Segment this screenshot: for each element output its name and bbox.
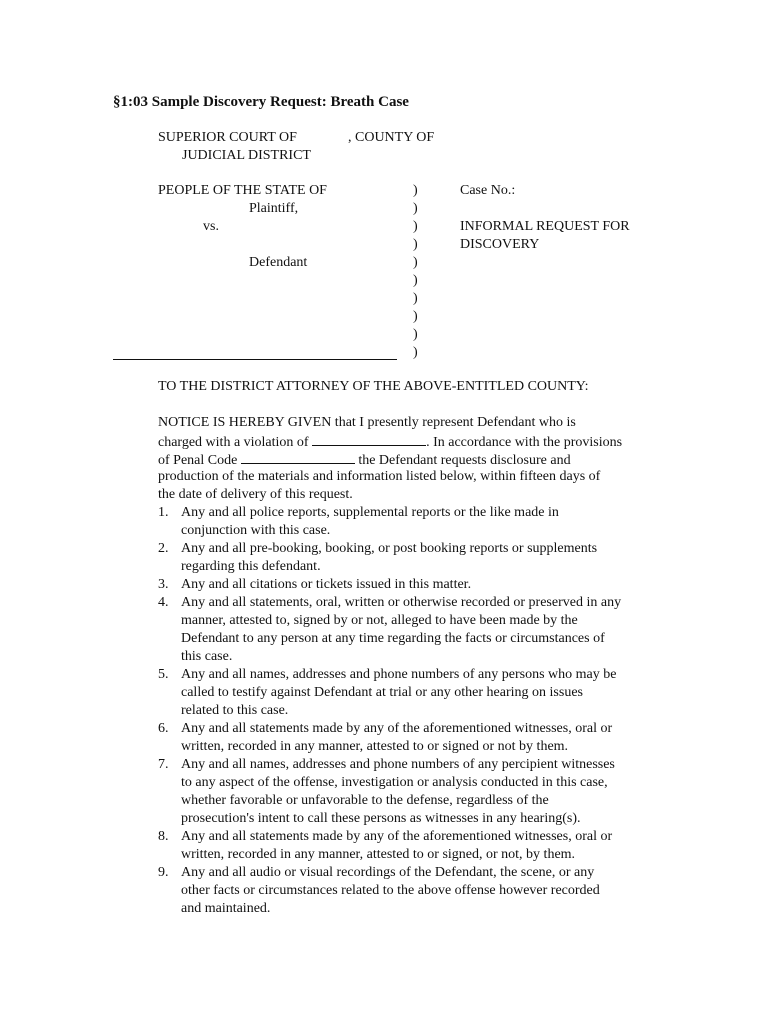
list-item-text: prosecution's intent to call these persons as witnesses in any hearing(s). xyxy=(181,811,581,826)
caption-parentheses xyxy=(413,182,418,362)
notice-line xyxy=(158,450,658,468)
list-item-number: 9. xyxy=(158,865,169,880)
list-item-text: manner, attested to, signed by or not, alleged to have been made by the xyxy=(181,613,578,628)
list-item-number: 1. xyxy=(158,505,169,520)
list-item-text: Any and all police reports, supplemental reports or the like made in xyxy=(181,505,559,520)
notice-text: . In accordance with the provisions xyxy=(426,435,623,450)
notice-line: production of the materials and information listed below, within fifteen days of xyxy=(158,469,601,484)
notice-line: NOTICE IS HEREBY GIVEN that I presently represent Defendant who is xyxy=(158,415,576,430)
list-item xyxy=(158,720,658,756)
paren: ) xyxy=(413,309,418,324)
list-item xyxy=(158,576,658,594)
paren: ) xyxy=(413,345,418,360)
list-item-number: 4. xyxy=(158,595,169,610)
list-item xyxy=(158,864,658,918)
list-item-number: 3. xyxy=(158,577,169,592)
list-item-text: to any aspect of the offense, investigation or analysis conducted in this case, xyxy=(181,775,608,790)
paren: ) xyxy=(413,291,418,306)
list-item-text: and maintained. xyxy=(181,901,271,916)
document-title-line1: INFORMAL REQUEST FOR xyxy=(460,219,630,234)
addressee-line: TO THE DISTRICT ATTORNEY OF THE ABOVE-ENTITLED COUNTY: xyxy=(158,379,589,394)
penal-code-blank xyxy=(241,450,355,464)
paren: ) xyxy=(413,219,418,234)
people-label: PEOPLE OF THE STATE OF xyxy=(158,183,327,198)
list-item-text: other facts or circumstances related to the above offense however recorded xyxy=(181,883,600,898)
list-item-number: 7. xyxy=(158,757,169,772)
list-item xyxy=(158,756,658,828)
judicial-district: JUDICIAL DISTRICT xyxy=(182,148,311,163)
list-item-text: Any and all citations or tickets issued in this matter. xyxy=(181,577,472,592)
list-item xyxy=(158,540,658,576)
list-item-number: 8. xyxy=(158,829,169,844)
list-item xyxy=(158,828,658,864)
court-line-right: , COUNTY OF xyxy=(348,130,435,145)
notice-text: the Defendant requests disclosure and xyxy=(358,453,571,468)
list-item-text: related to this case. xyxy=(181,703,289,718)
case-number-label: Case No.: xyxy=(460,183,516,198)
list-item-text: Any and all statements, oral, written or otherwise recorded or preserved in any xyxy=(181,595,622,610)
list-item-text: written, recorded in any manner, attested to or signed or not by them. xyxy=(181,739,569,754)
notice-text: of Penal Code xyxy=(158,453,238,468)
list-item-text: Any and all audio or visual recordings of the Defendant, the scene, or any xyxy=(181,865,595,880)
caption-underline xyxy=(113,359,397,360)
list-item-text: regarding this defendant. xyxy=(181,559,321,574)
violation-blank xyxy=(312,432,426,446)
list-item-number: 2. xyxy=(158,541,169,556)
list-item-text: Defendant to any person at any time regarding the facts or circumstances of xyxy=(181,631,605,646)
request-list xyxy=(158,504,658,918)
list-item-text: Any and all pre-booking, booking, or post booking reports or supplements xyxy=(181,541,598,556)
list-item-text: Any and all statements made by any of the aforementioned witnesses, oral or xyxy=(181,721,613,736)
list-item-text: written, recorded in any manner, attested to or signed, or not, by them. xyxy=(181,847,576,862)
notice-line xyxy=(158,432,658,450)
list-item-text: conjunction with this case. xyxy=(181,523,331,538)
section-title: §1:03 Sample Discovery Request: Breath Case xyxy=(113,94,409,110)
paren: ) xyxy=(413,183,418,198)
plaintiff-label: Plaintiff, xyxy=(249,201,299,216)
paren: ) xyxy=(413,327,418,342)
notice-line: the date of delivery of this request. xyxy=(158,487,353,502)
versus-label: vs. xyxy=(203,219,219,234)
list-item-text: called to testify against Defendant at trial or any other hearing on issues xyxy=(181,685,583,700)
notice-text: charged with a violation of xyxy=(158,435,309,450)
list-item xyxy=(158,666,658,720)
notice-paragraph xyxy=(158,414,658,504)
paren: ) xyxy=(413,237,418,252)
paren: ) xyxy=(413,201,418,216)
document-title-line2: DISCOVERY xyxy=(460,237,540,252)
paren: ) xyxy=(413,273,418,288)
defendant-label: Defendant xyxy=(249,255,308,270)
list-item-text: this case. xyxy=(181,649,233,664)
list-item-number: 5. xyxy=(158,667,169,682)
court-line-left: SUPERIOR COURT OF xyxy=(158,130,297,145)
list-item-text: whether favorable or unfavorable to the defense, regardless of the xyxy=(181,793,549,808)
list-item xyxy=(158,504,658,540)
list-item-text: Any and all names, addresses and phone numbers of any percipient witnesses xyxy=(181,757,615,772)
list-item-number: 6. xyxy=(158,721,169,736)
list-item-text: Any and all names, addresses and phone numbers of any persons who may be xyxy=(181,667,617,682)
paren: ) xyxy=(413,255,418,270)
list-item xyxy=(158,594,658,666)
list-item-text: Any and all statements made by any of the aforementioned witnesses, oral or xyxy=(181,829,613,844)
